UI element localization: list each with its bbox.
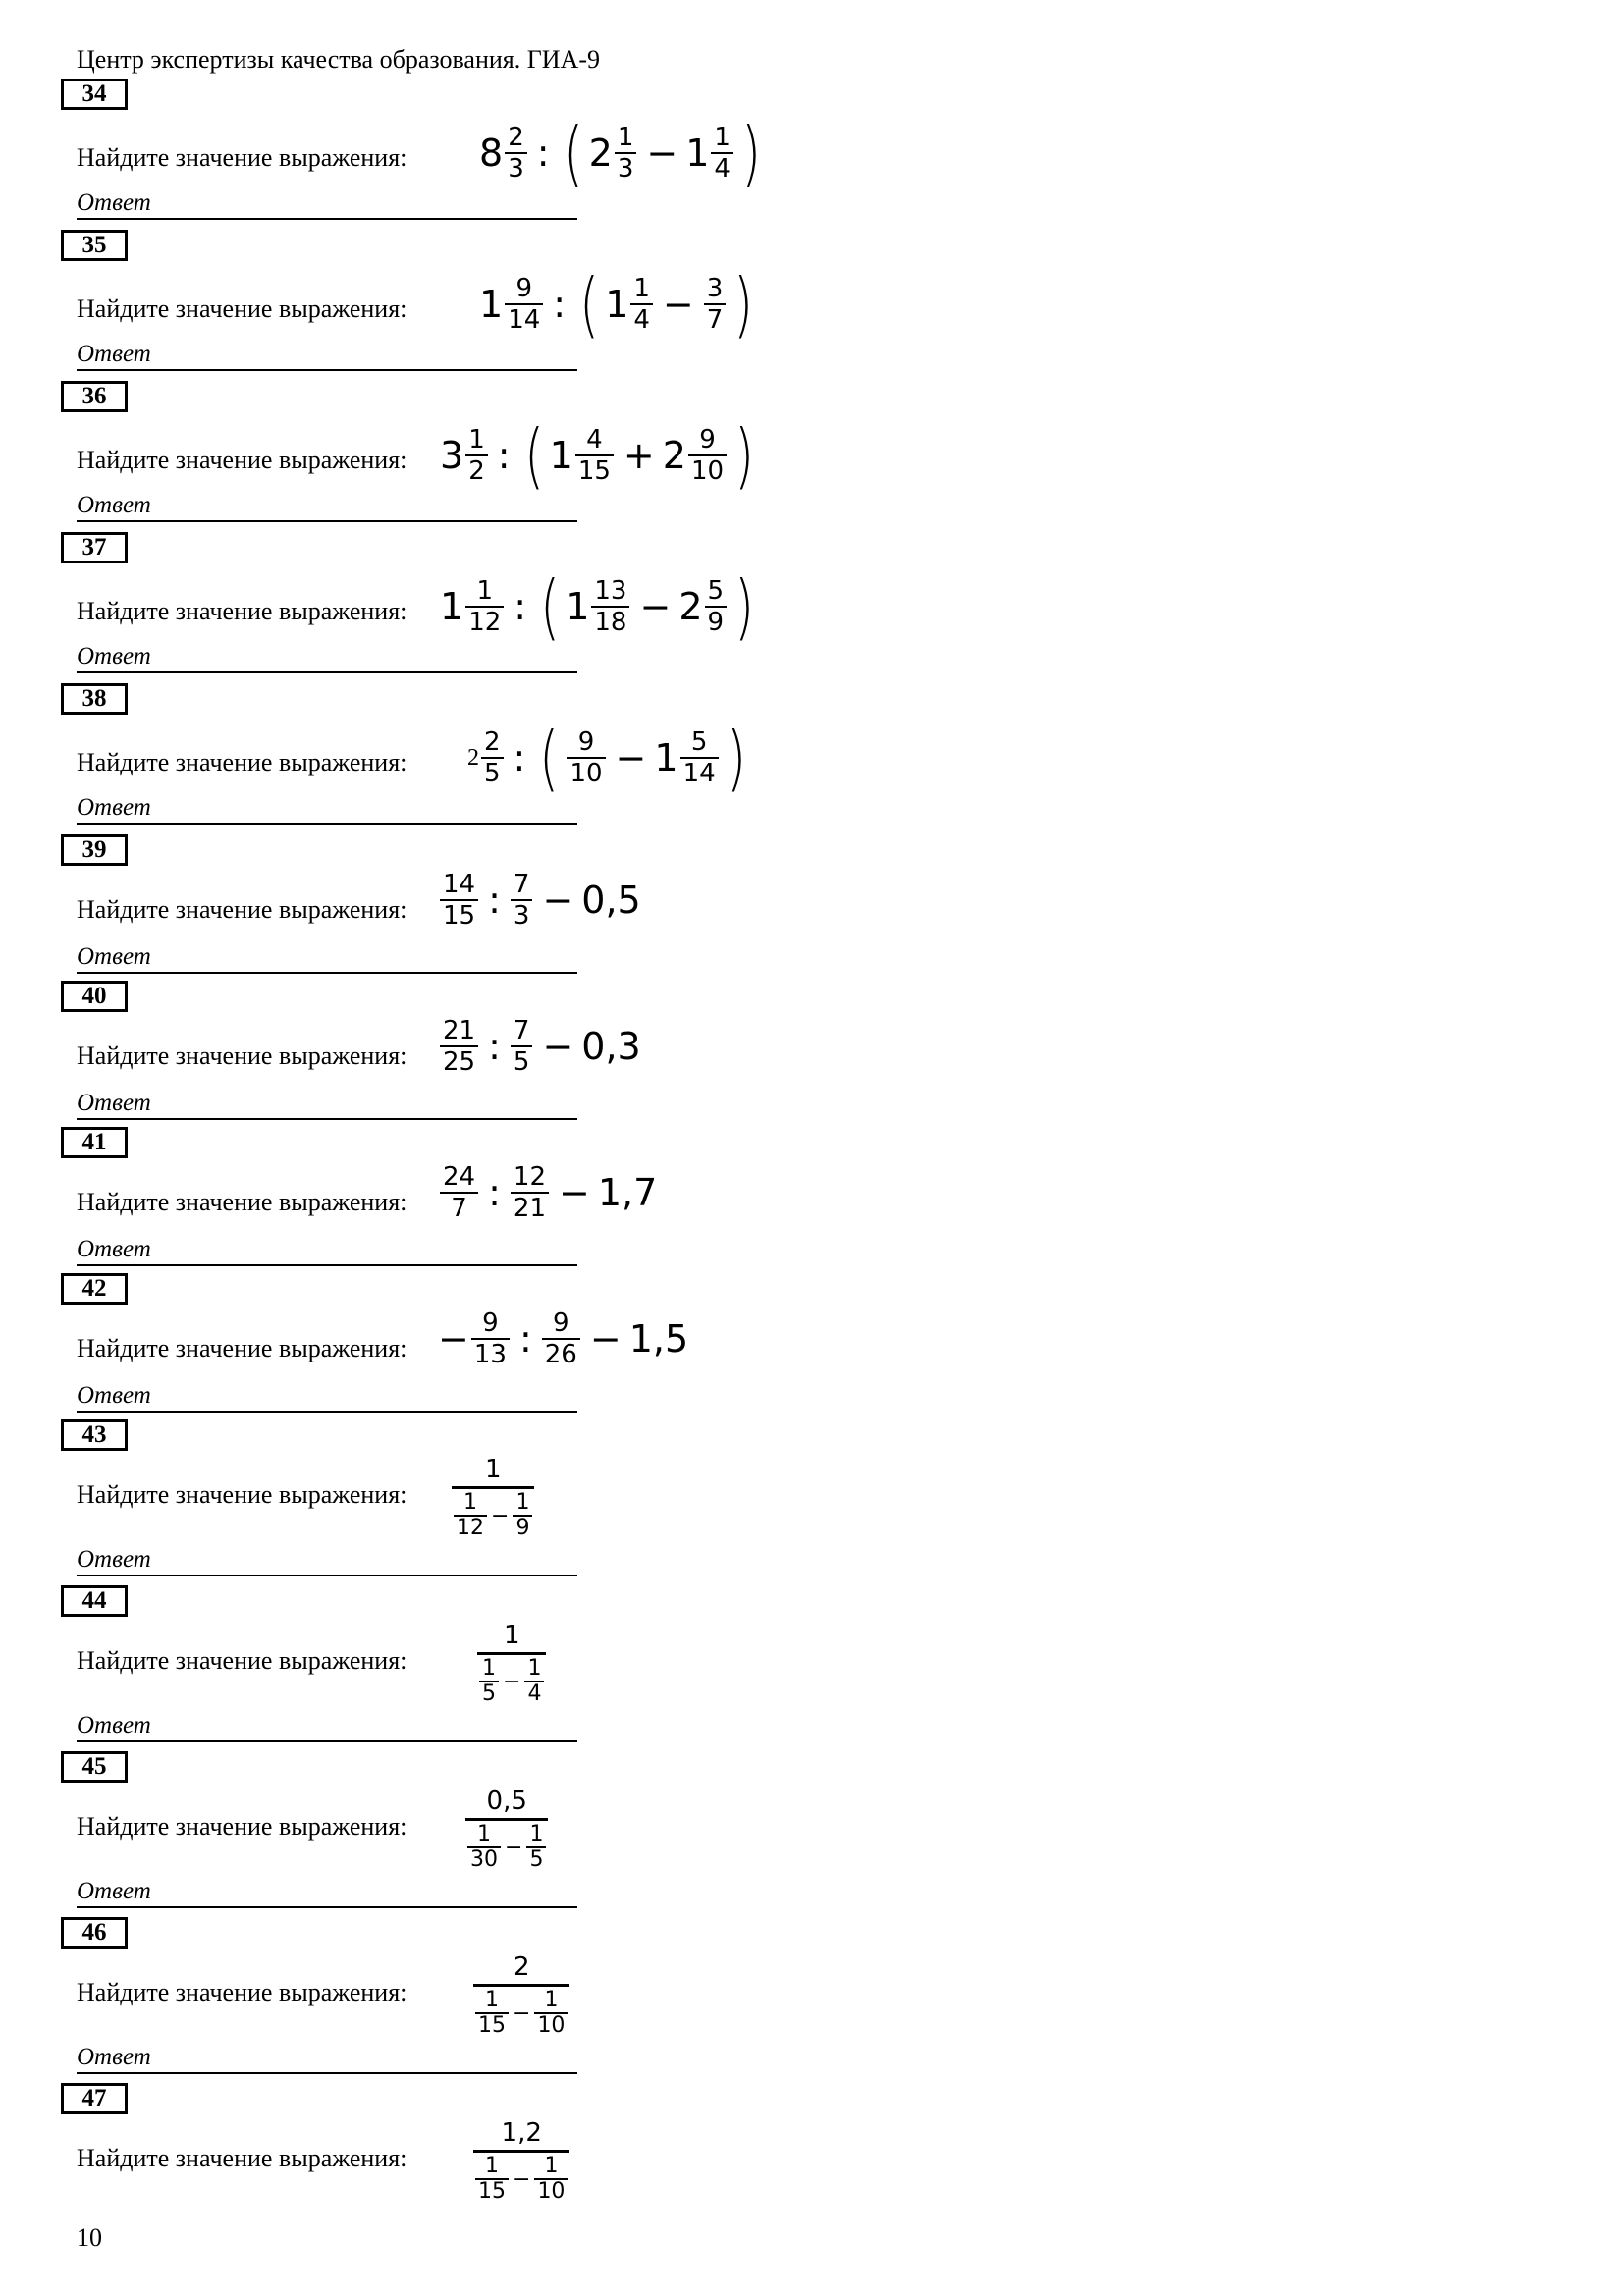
task-number: 41 — [61, 1127, 128, 1158]
task-number: 38 — [61, 683, 128, 715]
task-prompt: Найдите значение выражения: — [77, 1480, 407, 1509]
task-43 — [61, 1419, 1043, 1586]
task-prompt: Найдите значение выражения: — [77, 1646, 407, 1675]
task-40 — [61, 981, 1043, 1128]
answer-line[interactable]: Ответ — [77, 1381, 577, 1413]
answer-line[interactable]: Ответ — [77, 2043, 577, 2074]
task-45 — [61, 1751, 1043, 1918]
answer-line[interactable]: Ответ — [77, 1711, 577, 1742]
task-prompt: Найдите значение выражения: — [77, 1334, 407, 1362]
task-prompt: Найдите значение выражения: — [77, 748, 407, 776]
page-header: Центр экспертизы качества образования. ГИА-9 — [77, 45, 600, 74]
task-34 — [61, 79, 1043, 226]
task-42 — [61, 1273, 1043, 1420]
task-number: 34 — [61, 79, 128, 110]
task-number: 46 — [61, 1917, 128, 1949]
math-expression: $\frac{21}{25}$ : $\frac{7}{5}$ − 0,3 — [438, 1016, 641, 1077]
task-number: 39 — [61, 834, 128, 866]
answer-line[interactable]: Ответ — [77, 1089, 577, 1120]
math-expression: 1 $\frac{1}{5}$ − $\frac{1}{4}$ — [477, 1621, 546, 1706]
answer-line[interactable]: Ответ — [77, 1235, 577, 1266]
task-35 — [61, 230, 1043, 377]
task-prompt: Найдите значение выражения: — [77, 1188, 407, 1216]
math-expression: 8 $\frac{2}{3}$ : ( 2 $\frac{1}{3}$ − 1 $\frac{1}{4}$ ) — [479, 112, 761, 194]
answer-line[interactable]: Ответ — [77, 1545, 577, 1576]
page-number: 10 — [77, 2223, 102, 2252]
task-prompt: Найдите значение выражения: — [77, 1041, 407, 1070]
task-number: 45 — [61, 1751, 128, 1783]
task-prompt: Найдите значение выражения: — [77, 143, 407, 172]
task-39 — [61, 834, 1043, 982]
math-expression: 0,5 $\frac{1}{30}$ − $\frac{1}{5}$ — [465, 1787, 548, 1872]
task-36 — [61, 381, 1043, 528]
task-46 — [61, 1917, 1043, 2084]
task-number: 47 — [61, 2083, 128, 2114]
task-37 — [61, 532, 1043, 679]
answer-line[interactable]: Ответ — [77, 340, 577, 371]
task-number: 37 — [61, 532, 128, 563]
math-expression: 1 $\frac{9}{14}$ : ( 1 $\frac{1}{4}$ − $\frac{3}{7}$ ) — [479, 263, 754, 346]
task-prompt: Найдите значение выражения: — [77, 2144, 407, 2172]
task-number: 44 — [61, 1585, 128, 1617]
answer-line[interactable]: Ответ — [77, 793, 577, 825]
task-prompt: Найдите значение выражения: — [77, 895, 407, 924]
task-prompt: Найдите значение выражения: — [77, 294, 407, 323]
task-prompt: Найдите значение выражения: — [77, 446, 407, 474]
task-38 — [61, 683, 1043, 830]
task-prompt: Найдите значение выражения: — [77, 1978, 407, 2006]
math-expression: $\frac{14}{15}$ : $\frac{7}{3}$ − 0,5 — [438, 870, 641, 931]
math-expression: 2 $\frac{2}{5}$ : ( $\frac{9}{10}$ − 1 $\frac{5}{14}$ ) — [467, 717, 746, 799]
task-number: 40 — [61, 981, 128, 1012]
math-expression: 1,2 $\frac{1}{15}$ − $\frac{1}{10}$ — [473, 2118, 569, 2204]
answer-line[interactable]: Ответ — [77, 942, 577, 974]
math-expression: 2 $\frac{1}{15}$ − $\frac{1}{10}$ — [473, 1952, 569, 2038]
math-expression: − $\frac{9}{13}$ : $\frac{9}{26}$ − 1,5 — [438, 1308, 689, 1369]
task-47 — [61, 2083, 1043, 2220]
answer-line[interactable]: Ответ — [77, 1877, 577, 1908]
task-number: 42 — [61, 1273, 128, 1305]
math-expression: 1 $\frac{1}{12}$ : ( 1 $\frac{13}{18}$ − 2 $\frac{5}{9}$ ) — [440, 565, 754, 648]
math-expression: 3 $\frac{1}{2}$ : ( 1 $\frac{4}{15}$ + 2 $\frac{9}{10}$ ) — [440, 414, 754, 497]
answer-line[interactable]: Ответ — [77, 491, 577, 522]
task-prompt: Найдите значение выражения: — [77, 597, 407, 625]
task-number: 36 — [61, 381, 128, 412]
task-number: 43 — [61, 1419, 128, 1451]
task-44 — [61, 1585, 1043, 1752]
answer-line[interactable]: Ответ — [77, 188, 577, 220]
task-prompt: Найдите значение выражения: — [77, 1812, 407, 1841]
task-number: 35 — [61, 230, 128, 261]
math-expression: $\frac{24}{7}$ : $\frac{12}{21}$ − 1,7 — [438, 1162, 657, 1223]
task-41 — [61, 1127, 1043, 1274]
math-expression: 1 $\frac{1}{12}$ − $\frac{1}{9}$ — [452, 1455, 534, 1540]
answer-line[interactable]: Ответ — [77, 642, 577, 673]
